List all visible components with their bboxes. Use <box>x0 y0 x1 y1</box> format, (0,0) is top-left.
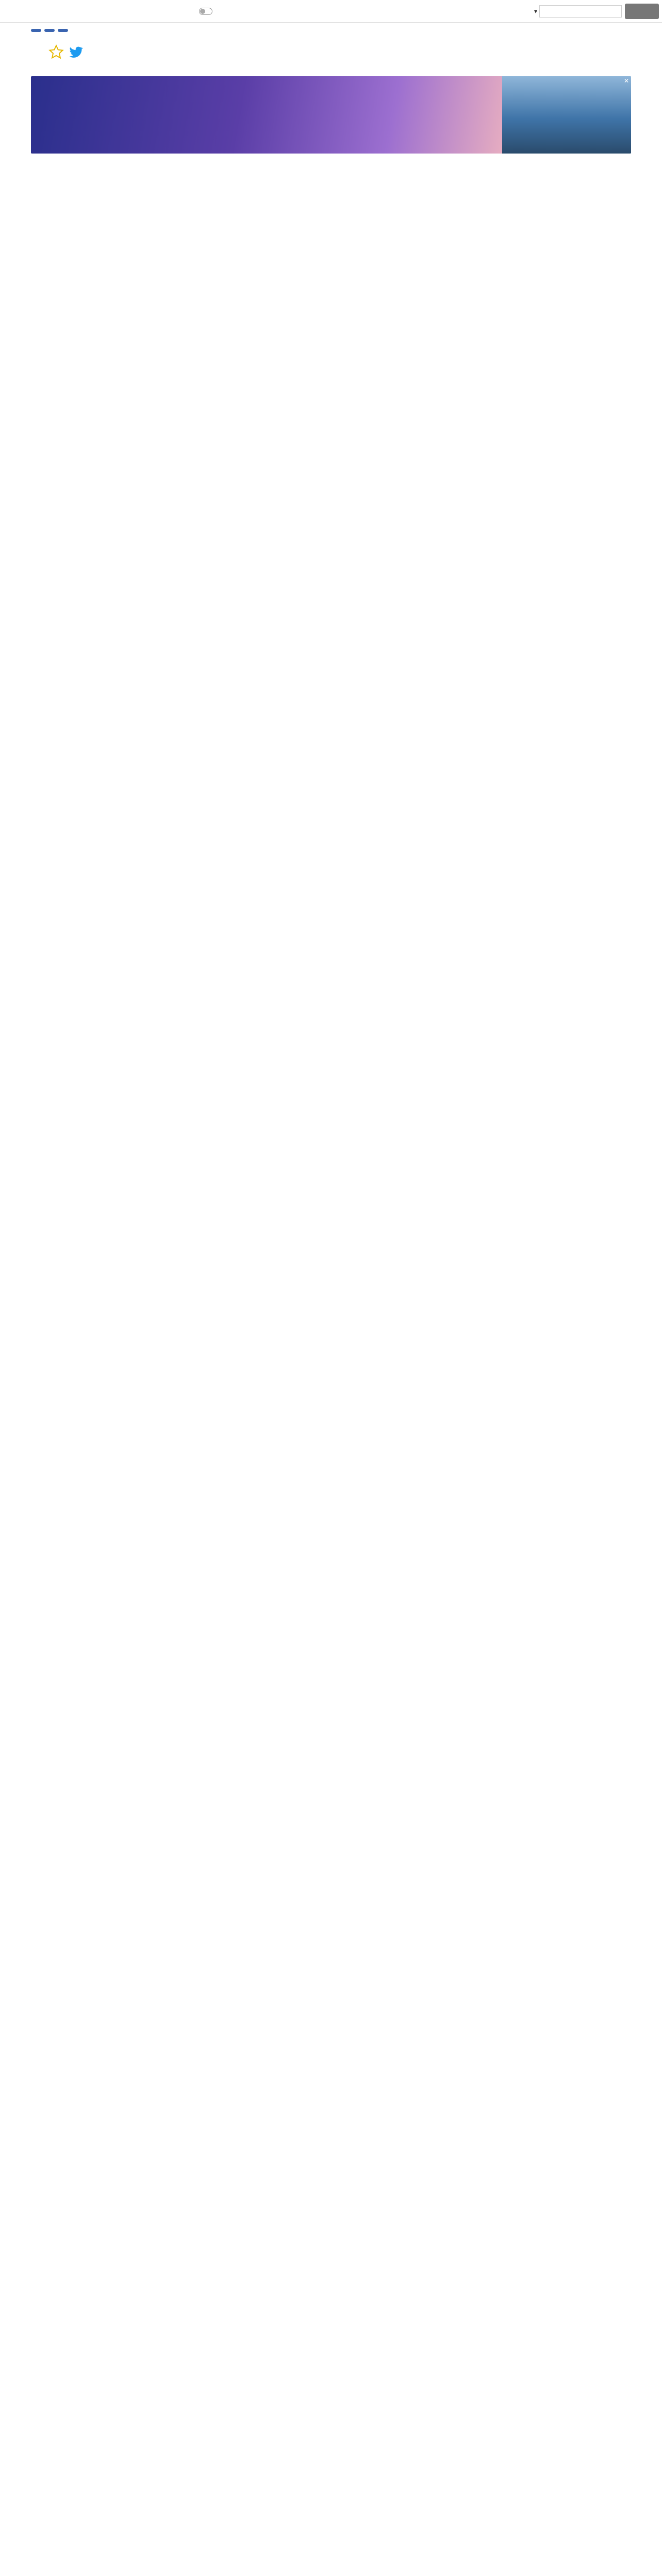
search-area <box>534 4 659 19</box>
toggle-switch-icon[interactable] <box>199 8 212 15</box>
breadcrumb-top[interactable] <box>31 29 41 32</box>
page-gray-bg <box>0 2138 662 2576</box>
top-nav <box>127 7 230 15</box>
ad-banner[interactable] <box>31 76 631 154</box>
page-gray-inner <box>31 2138 631 2576</box>
thread-container <box>31 38 631 154</box>
breadcrumb-thread[interactable] <box>58 29 68 32</box>
search-button[interactable] <box>625 4 659 19</box>
breadcrumb <box>0 23 662 38</box>
breadcrumb-category[interactable] <box>44 29 55 32</box>
search-scope-select[interactable]: ▾ <box>534 7 537 15</box>
favorite-star-icon[interactable] <box>48 44 64 60</box>
site-header <box>0 0 662 23</box>
search-input[interactable] <box>539 5 622 18</box>
ad-close-icon[interactable]: ✕ <box>623 77 629 84</box>
thread-title <box>31 38 631 65</box>
twitter-share-icon[interactable] <box>68 44 84 60</box>
banner-photo <box>502 76 631 154</box>
dark-mode-toggle[interactable] <box>199 7 216 15</box>
